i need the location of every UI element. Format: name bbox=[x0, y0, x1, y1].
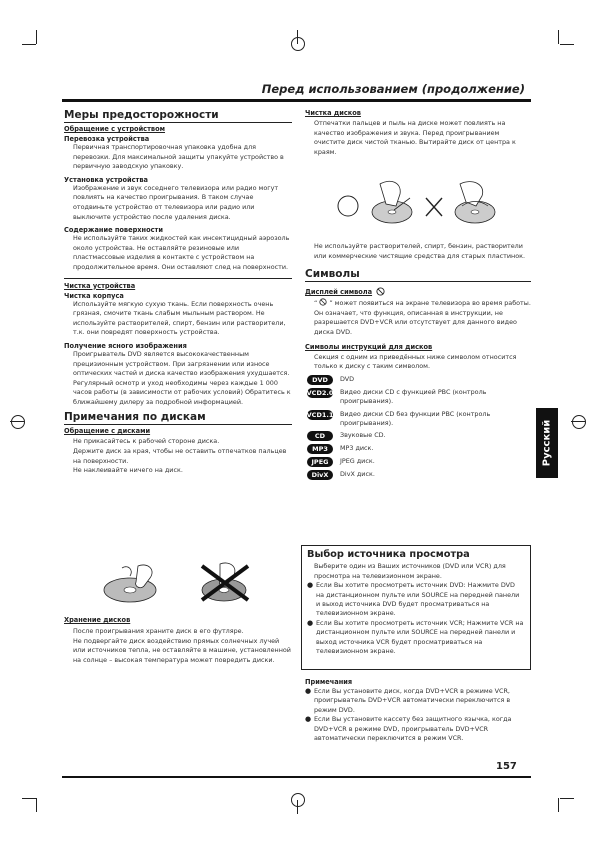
disc-symbol-text: MP3 диск. bbox=[340, 444, 374, 453]
precautions-heading: Меры предосторожности bbox=[64, 109, 292, 123]
symbols-heading: Символы bbox=[305, 268, 531, 282]
jpeg-badge-icon: JPEG bbox=[307, 457, 333, 467]
picture-text-2: Регулярный осмотр и уход необходимы через каждые 1 000 часов работы (в зависимости от рабочих условий) Обратитесь к ближайшему дилеру за подробной информацией. bbox=[73, 378, 291, 406]
transport-text: Первичная транспортировочная упаковка удобна для перевозки. Для максимальной защиты упакуйте устройство в первичную заводскую упаковку. bbox=[73, 143, 284, 171]
crop-mark bbox=[558, 30, 559, 44]
symbols-section bbox=[305, 242, 531, 480]
registration-mark bbox=[572, 415, 586, 429]
disc-symbol-text: DivX диск. bbox=[340, 470, 375, 479]
case-cleaning-title: Чистка корпуса bbox=[64, 291, 124, 300]
right-column bbox=[305, 109, 531, 157]
disc-symbol-row bbox=[307, 410, 531, 429]
language-side-tab bbox=[536, 408, 558, 478]
crop-mark bbox=[36, 798, 37, 812]
notes-title: Примечания bbox=[305, 678, 353, 686]
surface-text: Не используйте таких жидкостей как инсектицидный аэрозоль около устройства. Не оставляйте резиновые или пластмассовые изделия в контакте с устройством на продолжительное время. Они оставляют след на поверхности. bbox=[73, 234, 290, 271]
crop-mark bbox=[22, 44, 36, 45]
notes-section bbox=[305, 678, 531, 743]
disc-symbol-list bbox=[307, 375, 531, 481]
note-text-1: Если Вы установите диск, когда DVD+VCR в режиме VCR, проигрыватель DVD+VCR автоматически переключится в режим DVD. bbox=[314, 687, 511, 714]
bullet-icon: ● bbox=[305, 715, 312, 724]
disc-handling-line-2: Держите диск за края, чтобы не оставить отпечатков пальцев на поверхности. bbox=[73, 447, 287, 465]
transport-title: Перевозка устройства bbox=[64, 135, 150, 143]
cleaning-text: Используйте мягкую сухую ткань. Если поверхность очень грязная, смочите ткань слабым мыльным раствором. Не используйте растворителей, спирт, бензин или растворители, т.к. они повредят поверхность устройства. bbox=[73, 299, 286, 337]
disc-symbol-row bbox=[307, 375, 531, 385]
display-symbol-text-row bbox=[314, 298, 531, 337]
mp3-badge-icon: MP3 bbox=[307, 444, 333, 454]
page-number: 157 bbox=[496, 761, 517, 772]
crop-mark bbox=[560, 798, 574, 799]
disc-handling-line-3: Не наклеивайте ничего на диск. bbox=[73, 466, 183, 475]
disc-symbol-row bbox=[307, 470, 531, 480]
instruction-symbols-title: Символы инструкций для дисков bbox=[305, 342, 433, 351]
cd-badge-icon: CD bbox=[307, 431, 333, 441]
bullet-icon: ● bbox=[307, 581, 314, 590]
device-handling-subheading: Обращение с устройством bbox=[64, 125, 166, 133]
disc-cleaning-illustration bbox=[330, 176, 510, 238]
registration-mark bbox=[291, 37, 305, 51]
disc-symbol-text: Звуковые CD. bbox=[340, 431, 386, 440]
disc-symbol-text: Видео диски CD с функцией PBC (контроль проигрывания). bbox=[340, 387, 487, 406]
footer-rule bbox=[62, 776, 531, 778]
note-text-2: Если Вы установите кассету без защитного язычка, когда DVD+VCR в режиме DVD, проигрыватель DVD+VCR автоматически переключится в режим VCR. bbox=[314, 715, 512, 743]
display-symbol-text: ” может появиться на экране телевизора во время работы. Он означает, что функция, описанная в инструкции, не разрешается DVD+VCR или отсутствует для данного видео диска DVD. bbox=[314, 299, 531, 336]
instruction-symbols-text: Секция с одним из приведённых ниже символом относится только к диску с таким символом. bbox=[314, 352, 517, 371]
crop-mark bbox=[36, 30, 37, 44]
disc-symbol-text: DVD bbox=[340, 374, 355, 383]
bullet-icon: ● bbox=[305, 687, 312, 695]
disc-storage-text-1: После проигрывания храните диск в его футляре. bbox=[73, 627, 244, 635]
source-bullet-vcr: Если Вы хотите просмотреть источник VCR; Нажмите VCR на дистанционном пульте или SOURCE на передней панели и выход источника VCR будет просматриваться на телевизионном экране. bbox=[316, 618, 524, 656]
prohibited-icon bbox=[319, 298, 327, 306]
disc-symbol-row bbox=[307, 431, 531, 441]
source-selection-intro: Выберите один из Ваших источников (DVD или VCR) для просмотра на телевизионном экране. bbox=[314, 562, 506, 580]
source-bullet bbox=[307, 619, 525, 657]
disc-handling-line-1: Не прикасайтесь к рабочей стороне диска. bbox=[73, 437, 220, 446]
note-bullet bbox=[305, 715, 531, 743]
disc-symbol-row bbox=[307, 457, 531, 467]
disc-symbol-text: Видео диски CD без функции PBC (контроль проигрывания). bbox=[340, 409, 491, 427]
bullet-icon: ● bbox=[307, 618, 314, 627]
page-header-title: Перед использованием (продолжение) bbox=[261, 82, 525, 96]
surface-title: Содержание поверхности bbox=[64, 226, 163, 235]
disc-symbol-row bbox=[307, 388, 531, 407]
disc-notes-heading: Примечания по дискам bbox=[64, 411, 292, 425]
crop-mark bbox=[22, 798, 36, 799]
source-selection-box bbox=[301, 545, 531, 670]
correct-disc-holding-illustration bbox=[98, 560, 168, 604]
source-bullet bbox=[307, 581, 525, 619]
crop-mark bbox=[560, 44, 574, 45]
disc-handling-subheading: Обращение с дисками bbox=[64, 427, 151, 436]
divider bbox=[64, 278, 292, 279]
display-symbol-title: Дисплей символа bbox=[305, 287, 373, 296]
installation-title: Установка устройства bbox=[64, 175, 148, 184]
disc-storage-title: Хранение дисков bbox=[64, 616, 131, 624]
header-rule bbox=[62, 99, 531, 102]
disc-storage-text-2: Не подвергайте диск воздействию прямых солнечных лучей или источников тепла, не оставляйте в машине, установленной на солнце – высокая температура может повредить диски. bbox=[73, 636, 291, 664]
source-bullet-dvd: Если Вы хотите просмотреть источник DVD: Нажмите DVD на дистанционном пульте или SOURCE на передней панели и выход источника DVD будет просматриваться на телевизионном экране. bbox=[316, 581, 520, 618]
display-symbol-title-row bbox=[305, 287, 531, 296]
note-bullet bbox=[305, 687, 531, 715]
disc-symbol-row bbox=[307, 444, 531, 454]
registration-mark bbox=[291, 793, 305, 807]
language-tab-label: Русский bbox=[541, 419, 553, 467]
vcd20-badge-icon: VCD2.0 bbox=[306, 388, 334, 397]
display-symbol-quote-open: “ bbox=[314, 299, 318, 308]
divx-badge-icon: DivX bbox=[307, 470, 333, 480]
disc-symbol-text: JPEG диск. bbox=[340, 457, 375, 466]
registration-mark bbox=[11, 415, 25, 429]
disc-cleaning-title: Чистка дисков bbox=[305, 109, 361, 117]
picture-title: Получение ясного изображения bbox=[64, 341, 187, 350]
disc-storage-section bbox=[64, 614, 292, 665]
prohibited-icon bbox=[376, 287, 385, 296]
disc-cleaning-warning: Не используйте растворителей, спирт, бензин, растворители или коммерческие чистящие средства для старых пластинок. bbox=[314, 242, 526, 260]
crop-mark bbox=[558, 798, 559, 812]
wrong-disc-holding-illustration bbox=[196, 560, 254, 604]
installation-text: Изображение и звук соседнего телевизора или радио могут повлиять на качество проигрывания. В таком случае отодвиньте устройство от телевизора или радио или выключите устройство после удаления диска. bbox=[73, 183, 279, 221]
left-column bbox=[64, 109, 292, 476]
source-selection-heading: Выбор источника просмотра bbox=[307, 549, 470, 560]
dvd-badge-icon: DVD bbox=[307, 375, 333, 385]
picture-text-1: Проигрыватель DVD является высококачественным прецизионным устройством. При загрязнении или износе оптических частей и диска качество изображения ухудшается. bbox=[73, 349, 290, 378]
disc-cleaning-text: Отпечатки пальцев и пыль на диске может повлиять на качество изображения и звука. Перед проигрыванием очистите диск чистой тканью. Вытирайте диск от центра к краям. bbox=[314, 119, 516, 156]
cleaning-title: Чистка устройства bbox=[64, 281, 136, 290]
vcd11-badge-icon: VCD1.1 bbox=[306, 410, 334, 419]
